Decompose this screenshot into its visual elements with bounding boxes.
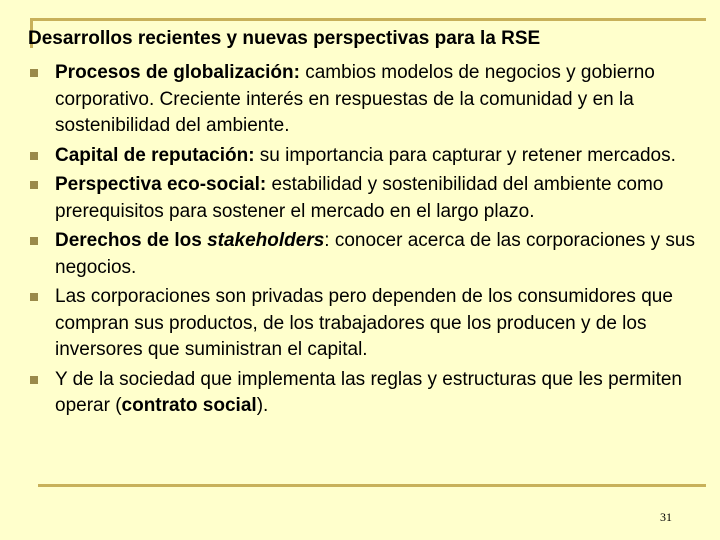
bullet-item-globalizacion [28,60,708,140]
bullet-item-reputacion [28,143,708,170]
bullet-lead: Perspectiva eco-social: [55,174,267,195]
bullet-text: Y de la sociedad que implementa las reglas y estructuras que les permiten operar ( [55,368,682,416]
bullet-item-corporaciones [28,284,708,364]
square-bullet-icon [30,181,38,189]
bullet-item-eco-social [28,172,708,225]
square-bullet-icon [30,237,38,245]
bullet-text: cambios modelos de negocios y gobierno corporativo. Creciente interés en respuestas de la comunidad y en la sostenibilidad del ambiente. [55,62,655,136]
bottom-rule [38,484,706,487]
bullet-tail: ). [256,395,269,416]
bullet-list [28,60,708,423]
bullet-lead: Procesos de globalización: [55,62,300,83]
bullet-lead: Derechos de los [55,230,208,251]
bullet-text: estabilidad y sostenibilidad del ambiente como prerequisitos para sostener el mercado en el largo plazo. [55,174,664,222]
square-bullet-icon [30,69,38,77]
bullet-item-stakeholders [28,228,708,281]
bullet-emphasis: contrato social [121,395,257,416]
bullet-text: su importancia para capturar y retener mercados. [254,144,676,166]
square-bullet-icon [30,152,38,160]
slide-title: Desarrollos recientes y nuevas perspectivas para la RSE [28,28,541,49]
bullet-lead: Capital de reputación: [55,144,255,166]
square-bullet-icon [30,293,38,301]
top-rule [30,18,706,21]
bullet-item-sociedad [28,367,708,420]
square-bullet-icon [30,376,38,384]
bullet-text: : conocer acerca de las corporaciones y sus negocios. [55,230,695,278]
bullet-text: Las corporaciones son privadas pero dependen de los consumidores que compran sus productos, de los trabajadores que los producen y de los inversores que suministran el capital. [55,286,673,360]
page-number: 31 [660,510,672,524]
bullet-lead-italic: stakeholders [207,230,325,251]
